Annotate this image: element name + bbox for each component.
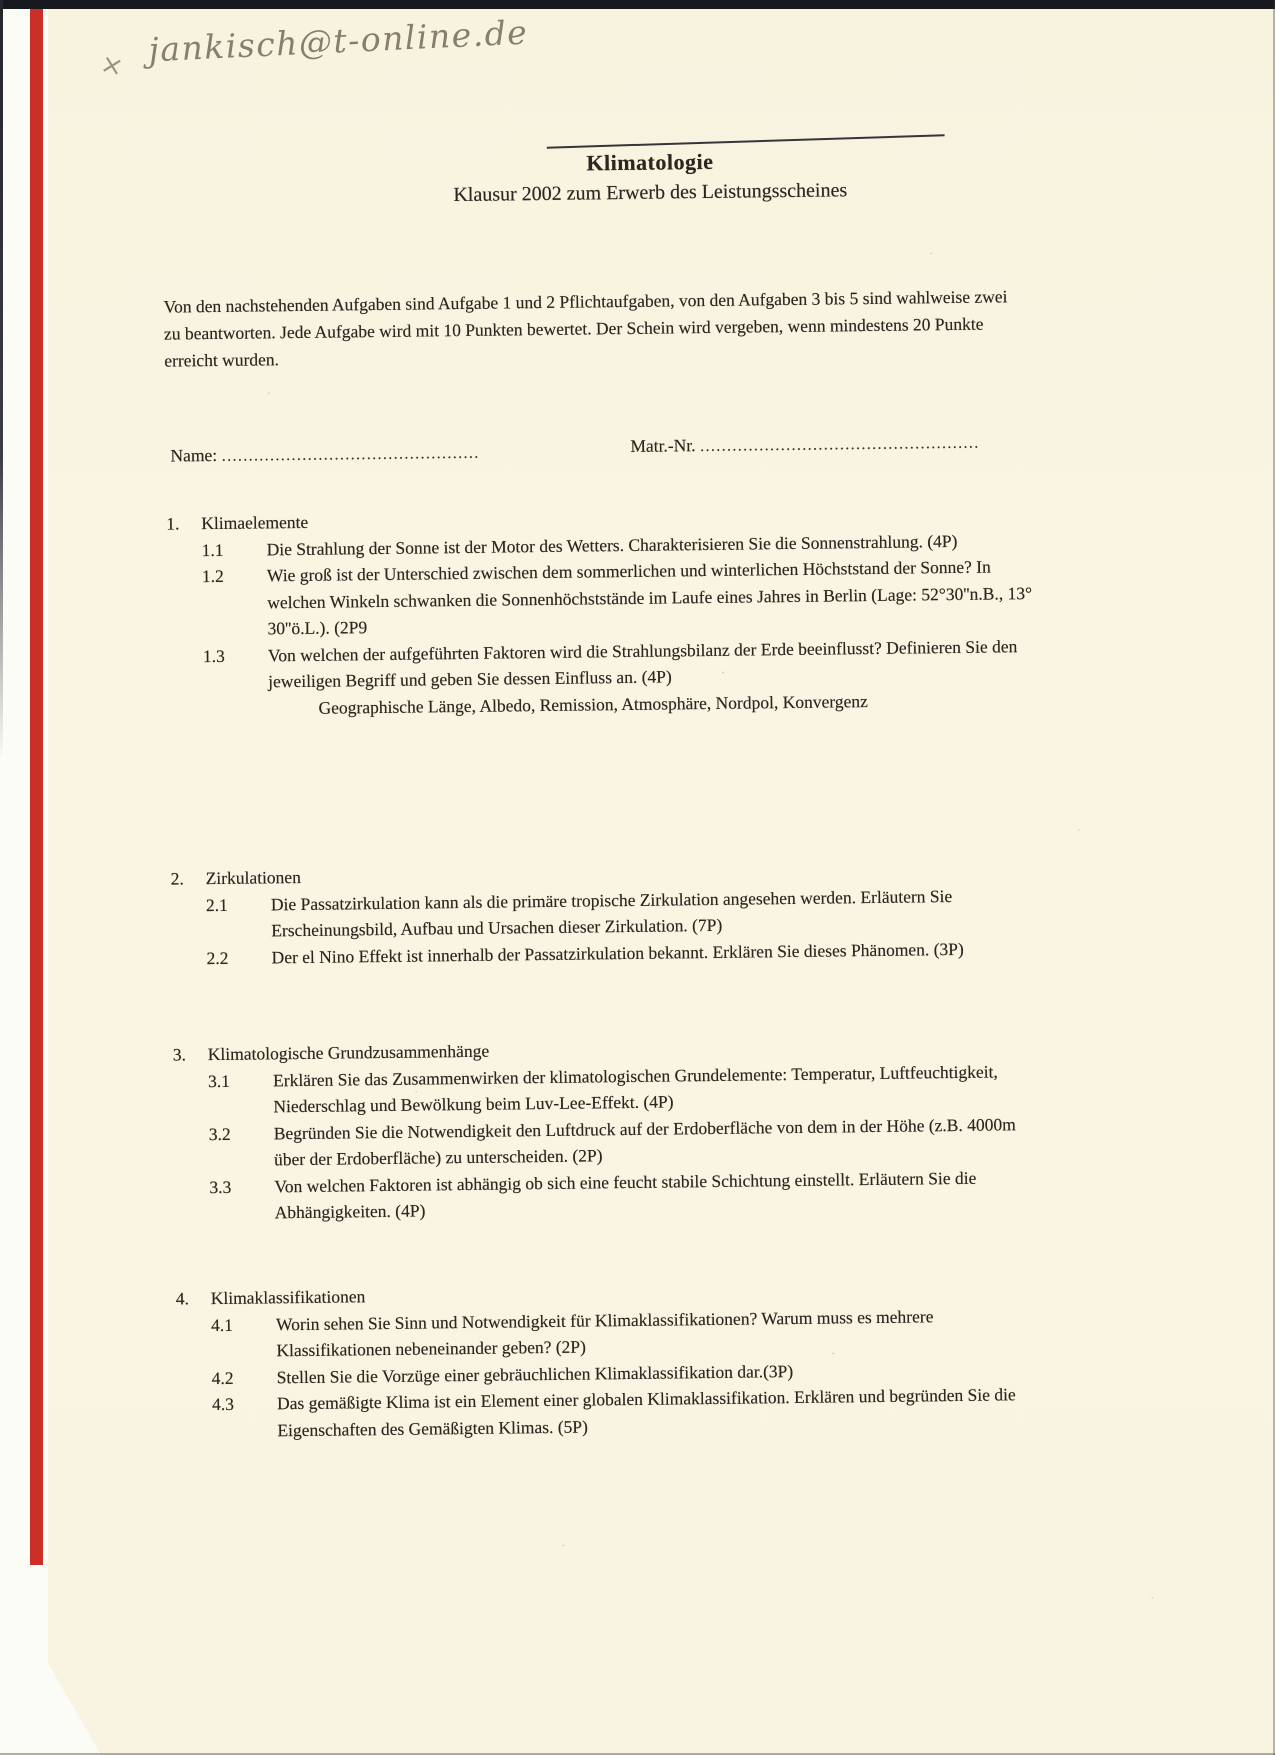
item-body (273, 1057, 1044, 1119)
item-body (274, 1110, 1045, 1172)
item-number: 3.3 (209, 1176, 232, 1197)
item-number: 2.2 (206, 947, 229, 968)
section-title: Klimaelemente (201, 511, 309, 534)
item-text: Von welchen der aufgeführten Faktoren wird die Strahlungsbilanz der Erde beeinflusst? Definieren Sie den jeweiligen Begriff und geben Sie dessen Einfluss an. (4P) (267, 635, 1018, 692)
section-title: Klimatologische Grundzusammenhänge (207, 1040, 490, 1065)
exam-section (176, 1275, 1038, 1444)
matr-label: Matr.-Nr. (630, 435, 696, 456)
exam-section (166, 500, 1033, 722)
name-dotted-line: ................................................ (221, 441, 480, 465)
section-items (173, 1058, 1035, 1227)
item-number: 3.2 (208, 1123, 231, 1144)
section-items (166, 527, 1033, 723)
item-number: 1.2 (201, 565, 224, 587)
handwritten-email-note: jankisch@t-online.de (147, 12, 530, 70)
document-content (48, 0, 1275, 1755)
item-extra: Geographische Länge, Albedo, Remission, Atmosphäre, Nordpol, Konvergenz (318, 690, 868, 718)
section-items (171, 882, 1032, 972)
name-field (170, 442, 479, 467)
item-text: Wie groß ist der Unterschied zwischen dem sommerlichen und winterlichen Höchststand der Sonne? In welchen Winkeln schwanken die Sonnenhöchststände im Laufe eines Jahres in Berlin (Lage: 52°30''n.B., 13° 30''ö.L.). (2P9 (266, 556, 1033, 639)
item-number: 4.3 (211, 1393, 235, 1415)
item-body (271, 881, 1042, 943)
exam-question (174, 1164, 1035, 1228)
section-title: Zirkulationen (205, 866, 302, 889)
paper-sheet (48, 9, 1275, 1755)
section-items (176, 1302, 1038, 1445)
section-number: 2. (170, 868, 184, 889)
instructions-paragraph: Von den nachstehenden Aufgaben sind Aufgabe 1 und 2 Pflichtaufgaben, von den Aufgaben 3 bis 5 sind wahlweise zwei zu beantworten. Jede Aufgabe wird mit 10 Punkten bewertet. Der Schein wird vergeben, wenn mindestens 20 Punkte erreicht wurden. (163, 286, 1008, 371)
scan-left-edge (0, 0, 3, 760)
exam-question (168, 633, 1029, 723)
section-number: 3. (172, 1044, 187, 1065)
item-body (276, 1301, 1047, 1363)
item-body (268, 632, 1039, 721)
item-text: Der el Nino Effekt ist innerhalb der Passatzirkulation bekannt. Erklären Sie dieses Phänomen. (3P) (271, 938, 964, 967)
handwritten-x-mark: × (97, 48, 127, 84)
item-number: 1.1 (201, 539, 224, 560)
matriculation-field (630, 432, 979, 457)
item-text: Die Strahlung der Sonne ist der Motor des Wetters. Charakterisieren Sie die Sonnenstrahlung. (4P) (266, 530, 958, 559)
item-number: 4.1 (210, 1314, 234, 1335)
section-number: 1. (166, 513, 180, 534)
name-label: Name: (170, 444, 218, 466)
exam-question (177, 1381, 1038, 1445)
item-body (267, 553, 1038, 642)
exam-question (167, 553, 1033, 643)
item-number: 1.3 (202, 645, 225, 666)
item-text: Stellen Sie die Vorzüge einer gebräuchlichen Klimaklassifikation dar.(3P) (276, 1360, 794, 1387)
title-block (50, 142, 1251, 212)
item-text: Von welchen Faktoren ist abhängig ob sich eine feucht stabile Schichtung einstellt. Erläutern Sie die Abhängigkeiten. (4P) (274, 1167, 977, 1223)
section-title: Klimaklassifikationen (210, 1286, 366, 1309)
item-text: Erklären Sie das Zusammenwirken der klimatologischen Grundelemente: Temperatur, Luftfeuchtigkeit, Niederschlag und Bewölkung beim Luv-Lee-Effekt. (4P) (272, 1060, 998, 1117)
item-body (274, 1163, 1045, 1225)
document-title: Klimatologie (586, 148, 714, 176)
matr-dotted-line: .................................................... (699, 431, 980, 456)
item-text: Die Passatzirkulation kann als die primäre tropische Zirkulation angesehen werden. Erläutern Sie Erscheinungsbild, Aufbau und Ursachen dieser Zirkulation. (7P) (270, 885, 953, 941)
document-subtitle: Klausur 2002 zum Erwerb des Leistungsscheines (453, 179, 848, 207)
item-number: 3.1 (207, 1070, 231, 1091)
red-margin-stripe (30, 9, 43, 1565)
fill-in-fields (165, 431, 1165, 466)
item-number: 4.2 (211, 1367, 234, 1388)
item-number: 2.1 (205, 894, 228, 915)
scan-corner-artifact (46, 1660, 101, 1755)
section-number: 4. (175, 1288, 190, 1309)
item-text: Begründen Sie die Notwendigkeit den Luftdruck auf der Erdoberfläche von dem in der Höhe (z.B. 4000m über der Erdoberfläche) zu unterscheiden. (2P) (273, 1113, 1016, 1170)
exam-section (170, 855, 1031, 971)
item-text: Das gemäßigte Klima ist ein Element einer globalen Klimaklassifikation. Erklären und begründen Sie die Eigenschaften des Gemäßigten Klimas. (5P) (276, 1384, 1016, 1440)
exam-section (173, 1031, 1035, 1227)
item-text: Worin sehen Sie Sinn und Notwendigkeit für Klimaklassifikationen? Warum muss es mehrere Klassifikationen nebeneinander geben? (2P) (275, 1305, 934, 1361)
item-body (277, 1381, 1048, 1443)
